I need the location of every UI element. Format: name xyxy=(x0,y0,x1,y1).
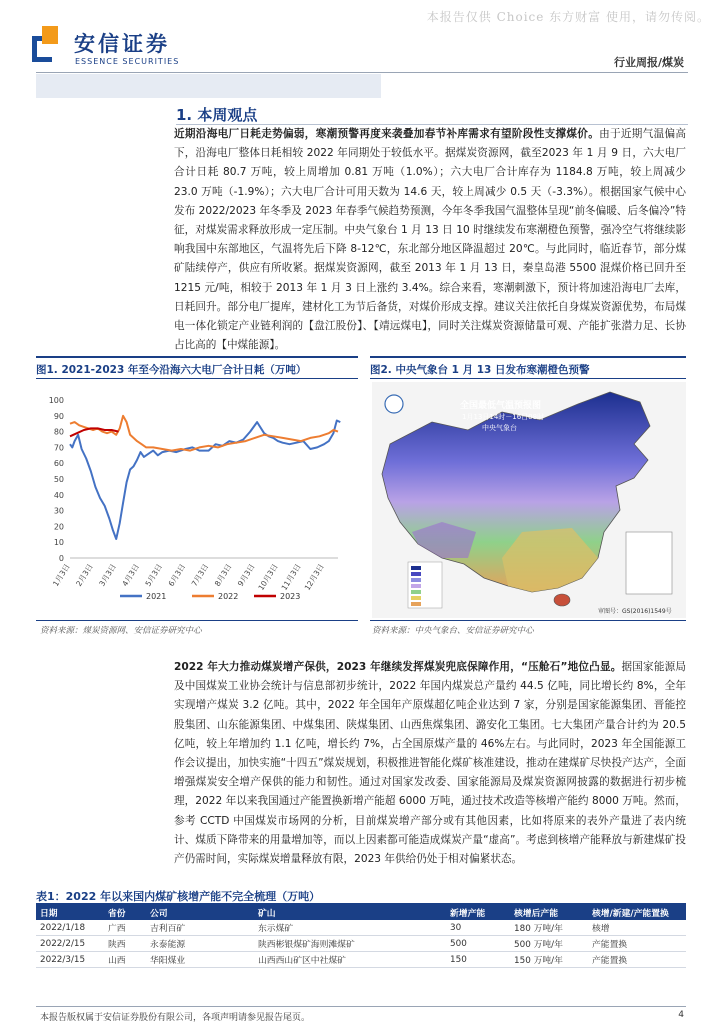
table-cell: 500 xyxy=(446,936,510,952)
legend-label-2023: 2023 xyxy=(280,592,301,601)
x-tick-label: 9月3日 xyxy=(235,562,257,588)
footer-disclaimer: 本报告版权属于安信证券股份有限公司，各项声明请参见报告尾页。 xyxy=(40,1013,311,1023)
x-tick-label: 3月3日 xyxy=(97,562,118,588)
map-footer: 审图号：GS(2016)1549号 xyxy=(598,608,672,615)
fig2-title-rule xyxy=(370,378,686,379)
table-cell: 东示煤矿 xyxy=(254,920,446,936)
table-cell: 山西 xyxy=(104,952,146,968)
table-header-cell: 公司 xyxy=(146,905,254,920)
table-cell: 核增 xyxy=(588,920,686,936)
table-cell: 180 万吨/年 xyxy=(510,920,588,936)
map-title: 全国最低气温预报图 xyxy=(460,401,542,411)
table-header-cell: 核增/新建/产能置换 xyxy=(588,905,686,920)
fig2-rule xyxy=(370,356,686,358)
table-cell: 500 万吨/年 xyxy=(510,936,588,952)
y-tick-label: 40 xyxy=(53,490,64,500)
table-cell: 吉利百矿 xyxy=(146,920,254,936)
paragraph-body: 由于近期气温偏高下，沿海电厂整体日耗相较 2022 年同期处于较低水平。据煤炭资源网，截至2023 年 1 月 9 日，六大电厂合计日耗 80.7 万吨，较上周增加 0.81 万吨（1.0%）；六大电厂合计库存为 1184.8 万吨，较上周减少 23.0 万吨（-1.9%）；六大电厂合计可用天数为 14.6 天，较上周减少 0.5 天（-3.3%）。根据国家气候中心发布 2022/2023 年冬季及 2023 年春季气候趋势预测，今年冬季我国气温整体呈现“前冬偏暖、后冬偏冷”特征，对煤炭需求释放形成一定压制。中央气象台 1 月 13 日 10 时继续发布寒潮橙色预警，强冷空气将继续影响我国中东部地区，气温将先后下降 8-12℃，东北部分地区降温超过 20℃。与此同时，临近春节，部分煤矿陆续停产，供应有所收紧。据煤炭资源网，截至 2013 年 1 月 13 日，秦皇岛港 5500 混煤价格已回升至 1215 元/吨，相较于 2013 年 1 月 3 日上涨约 3.4%。综合来看，寒潮刺激下，预计将加速沿海电厂去库，日耗回升。部分电厂提库，建材化工为节后备货，对煤价形成支撑。建议关注依托自身煤炭资源优势，布局煤电一体化锁定产业链利润的【盘江股份】、【靖远煤电】，同时关注煤炭资源储量可观、产能扩张潜力足、长协占比高的【中煤能源】。 xyxy=(174,128,687,352)
paragraph-supply xyxy=(174,658,686,869)
footer-rule xyxy=(36,1006,686,1007)
y-tick-label: 100 xyxy=(48,396,64,405)
x-tick-label: 11月3日 xyxy=(279,562,303,592)
table-cell: 30 xyxy=(446,920,510,936)
fig2-source: 资料来源：中央气象台、安信证券研究中心 xyxy=(372,626,534,636)
table-header-cell: 核增后产能 xyxy=(510,905,588,920)
table-cell: 2022/3/15 xyxy=(36,952,104,968)
section-title: 1. 本周观点 xyxy=(176,106,258,124)
legend-label-2022: 2022 xyxy=(218,592,239,601)
table-row xyxy=(36,952,686,968)
paragraph-lead: 2022 年大力推动煤炭增产保供，2023 年继续发挥煤炭兜底保障作用，“压舱石”地位凸显。 xyxy=(174,661,622,673)
table-row xyxy=(36,920,686,936)
watermark: 本报告仅供 Choice 东方财富 使用，请勿传阅。 xyxy=(426,10,710,24)
y-tick-label: 90 xyxy=(53,411,64,421)
x-tick-label: 7月3日 xyxy=(189,562,211,588)
fig1-rule xyxy=(36,356,358,358)
table-header-cell: 新增产能 xyxy=(446,905,510,920)
x-tick-label: 10月3日 xyxy=(256,562,280,592)
brand-name-en: ESSENCE SECURITIES xyxy=(75,57,180,66)
coal-consumption-line-chart xyxy=(36,384,356,616)
x-tick-label: 12月3日 xyxy=(302,562,326,592)
fig2-title: 图2. 中央气象台 1 月 13 日发布寒潮橙色预警 xyxy=(370,364,590,376)
table-row xyxy=(36,936,686,952)
capacity-table xyxy=(36,905,686,968)
table-cell: 华阳煤业 xyxy=(146,952,254,968)
fig2-bottom-rule xyxy=(370,620,686,621)
table-cell: 产能置换 xyxy=(588,952,686,968)
fig1-title: 图1. 2021-2023 年至今沿海六大电厂合计日耗（万吨） xyxy=(36,364,307,376)
legend-label-2021: 2021 xyxy=(146,592,167,601)
fig1-bottom-rule xyxy=(36,620,358,621)
table-header-cell: 省份 xyxy=(104,905,146,920)
table-title: 表1：2022 年以来国内煤矿核增产能不完全梳理（万吨） xyxy=(36,890,321,903)
table-header-cell: 矿山 xyxy=(254,905,446,920)
map-issuer: 中央气象台 xyxy=(482,424,517,432)
header-rule xyxy=(36,72,688,73)
paragraph-outlook xyxy=(174,125,686,355)
table-cell: 山西西山矿区中社煤矿 xyxy=(254,952,446,968)
map-subtitle: 1月13日14时－16日08时 xyxy=(462,413,545,421)
fig1-source: 资料来源：煤炭资源网、安信证券研究中心 xyxy=(40,626,202,636)
table-cell: 陕西彬银煤矿海则滩煤矿 xyxy=(254,936,446,952)
doc-type-label: 行业周报/煤炭 xyxy=(613,56,684,69)
x-tick-label: 8月3日 xyxy=(212,562,234,588)
y-tick-label: 50 xyxy=(53,475,64,484)
table-cell: 2022/1/18 xyxy=(36,920,104,936)
logo-mark-icon xyxy=(32,26,60,62)
brand-logo xyxy=(32,24,192,72)
y-tick-label: 30 xyxy=(53,506,64,516)
table-cell: 陕西 xyxy=(104,936,146,952)
series-line-2022 xyxy=(70,416,338,451)
y-tick-label: 70 xyxy=(53,443,64,453)
table-cell: 广西 xyxy=(104,920,146,936)
y-tick-label: 80 xyxy=(53,427,64,437)
table-header-row xyxy=(36,905,686,920)
table-cell: 2022/2/15 xyxy=(36,936,104,952)
x-tick-label: 2月3日 xyxy=(74,562,95,588)
table-header-cell: 日期 xyxy=(36,905,104,920)
y-tick-label: 20 xyxy=(53,522,64,532)
x-tick-label: 4月3日 xyxy=(120,562,142,588)
table-cell: 150 xyxy=(446,952,510,968)
x-tick-label: 1月3日 xyxy=(51,562,72,588)
header-band xyxy=(36,74,381,98)
cold-wave-map xyxy=(372,382,686,618)
paragraph-lead: 近期沿海电厂日耗走势偏弱，寒潮预警再度来袭叠加春节补库需求有望阶段性支撑煤价。 xyxy=(174,128,600,140)
table-cell: 150 万吨/年 xyxy=(510,952,588,968)
paragraph-body: 据国家能源局及中国煤炭工业协会统计与信息部初步统计，2022 年国内煤炭总产量约 44.5 亿吨，同比增长约 8%，全年实现增产煤炭 3.2 亿吨。其中，2022 年全国年产原煤超亿吨企业达到 7 家，分别是国家能源集团、晋能控股集团、山东能源集团、中煤集团、陕煤集团、山西焦煤集团、潞安化工集团。七大集团产量合计约为 20.5 亿吨，较上年增加约 1.1 亿吨，增长约 7%，占全国原煤产量的 46%左右。与此同时，2023 年全国能源工作会议提出，加快实施“十四五”煤炭规划，积极推进智能化煤矿核准建设，推动在建煤矿尽快投产达产，全面增强煤炭安全增产保供的能力和韧性。通过对国家发改委、国家能源局及煤炭资源网披露的数据进行初步梳理，2022 年以来我国通过产能置换新增产能超 6000 万吨，通过技术改造等核增产能约 8000 万吨。然而，参考 CCTD 中国煤炭市场网的分析，目前煤炭增产部分或有其他因素，比如将原来的表外产量进了表内统计、煤质下降带来的用量增加等，而以上因素都可能造成煤炭产量“虚高”。考虑到核增产能释放与新建煤矿投产仍需时间，实际煤炭增量释放有限，2023 年供给仍处于相对偏紧状态。 xyxy=(174,661,686,866)
table-cell: 永泰能源 xyxy=(146,936,254,952)
page-number: 4 xyxy=(678,1010,684,1020)
x-tick-label: 6月3日 xyxy=(166,562,188,588)
y-tick-label: 0 xyxy=(58,554,64,563)
y-tick-label: 60 xyxy=(53,459,64,469)
series-line-2021 xyxy=(70,421,340,540)
fig1-title-rule xyxy=(36,378,358,379)
x-tick-label: 5月3日 xyxy=(143,562,165,588)
y-tick-label: 10 xyxy=(53,538,64,548)
table-cell: 产能置换 xyxy=(588,936,686,952)
brand-name-cn: 安信证券 xyxy=(74,32,170,56)
